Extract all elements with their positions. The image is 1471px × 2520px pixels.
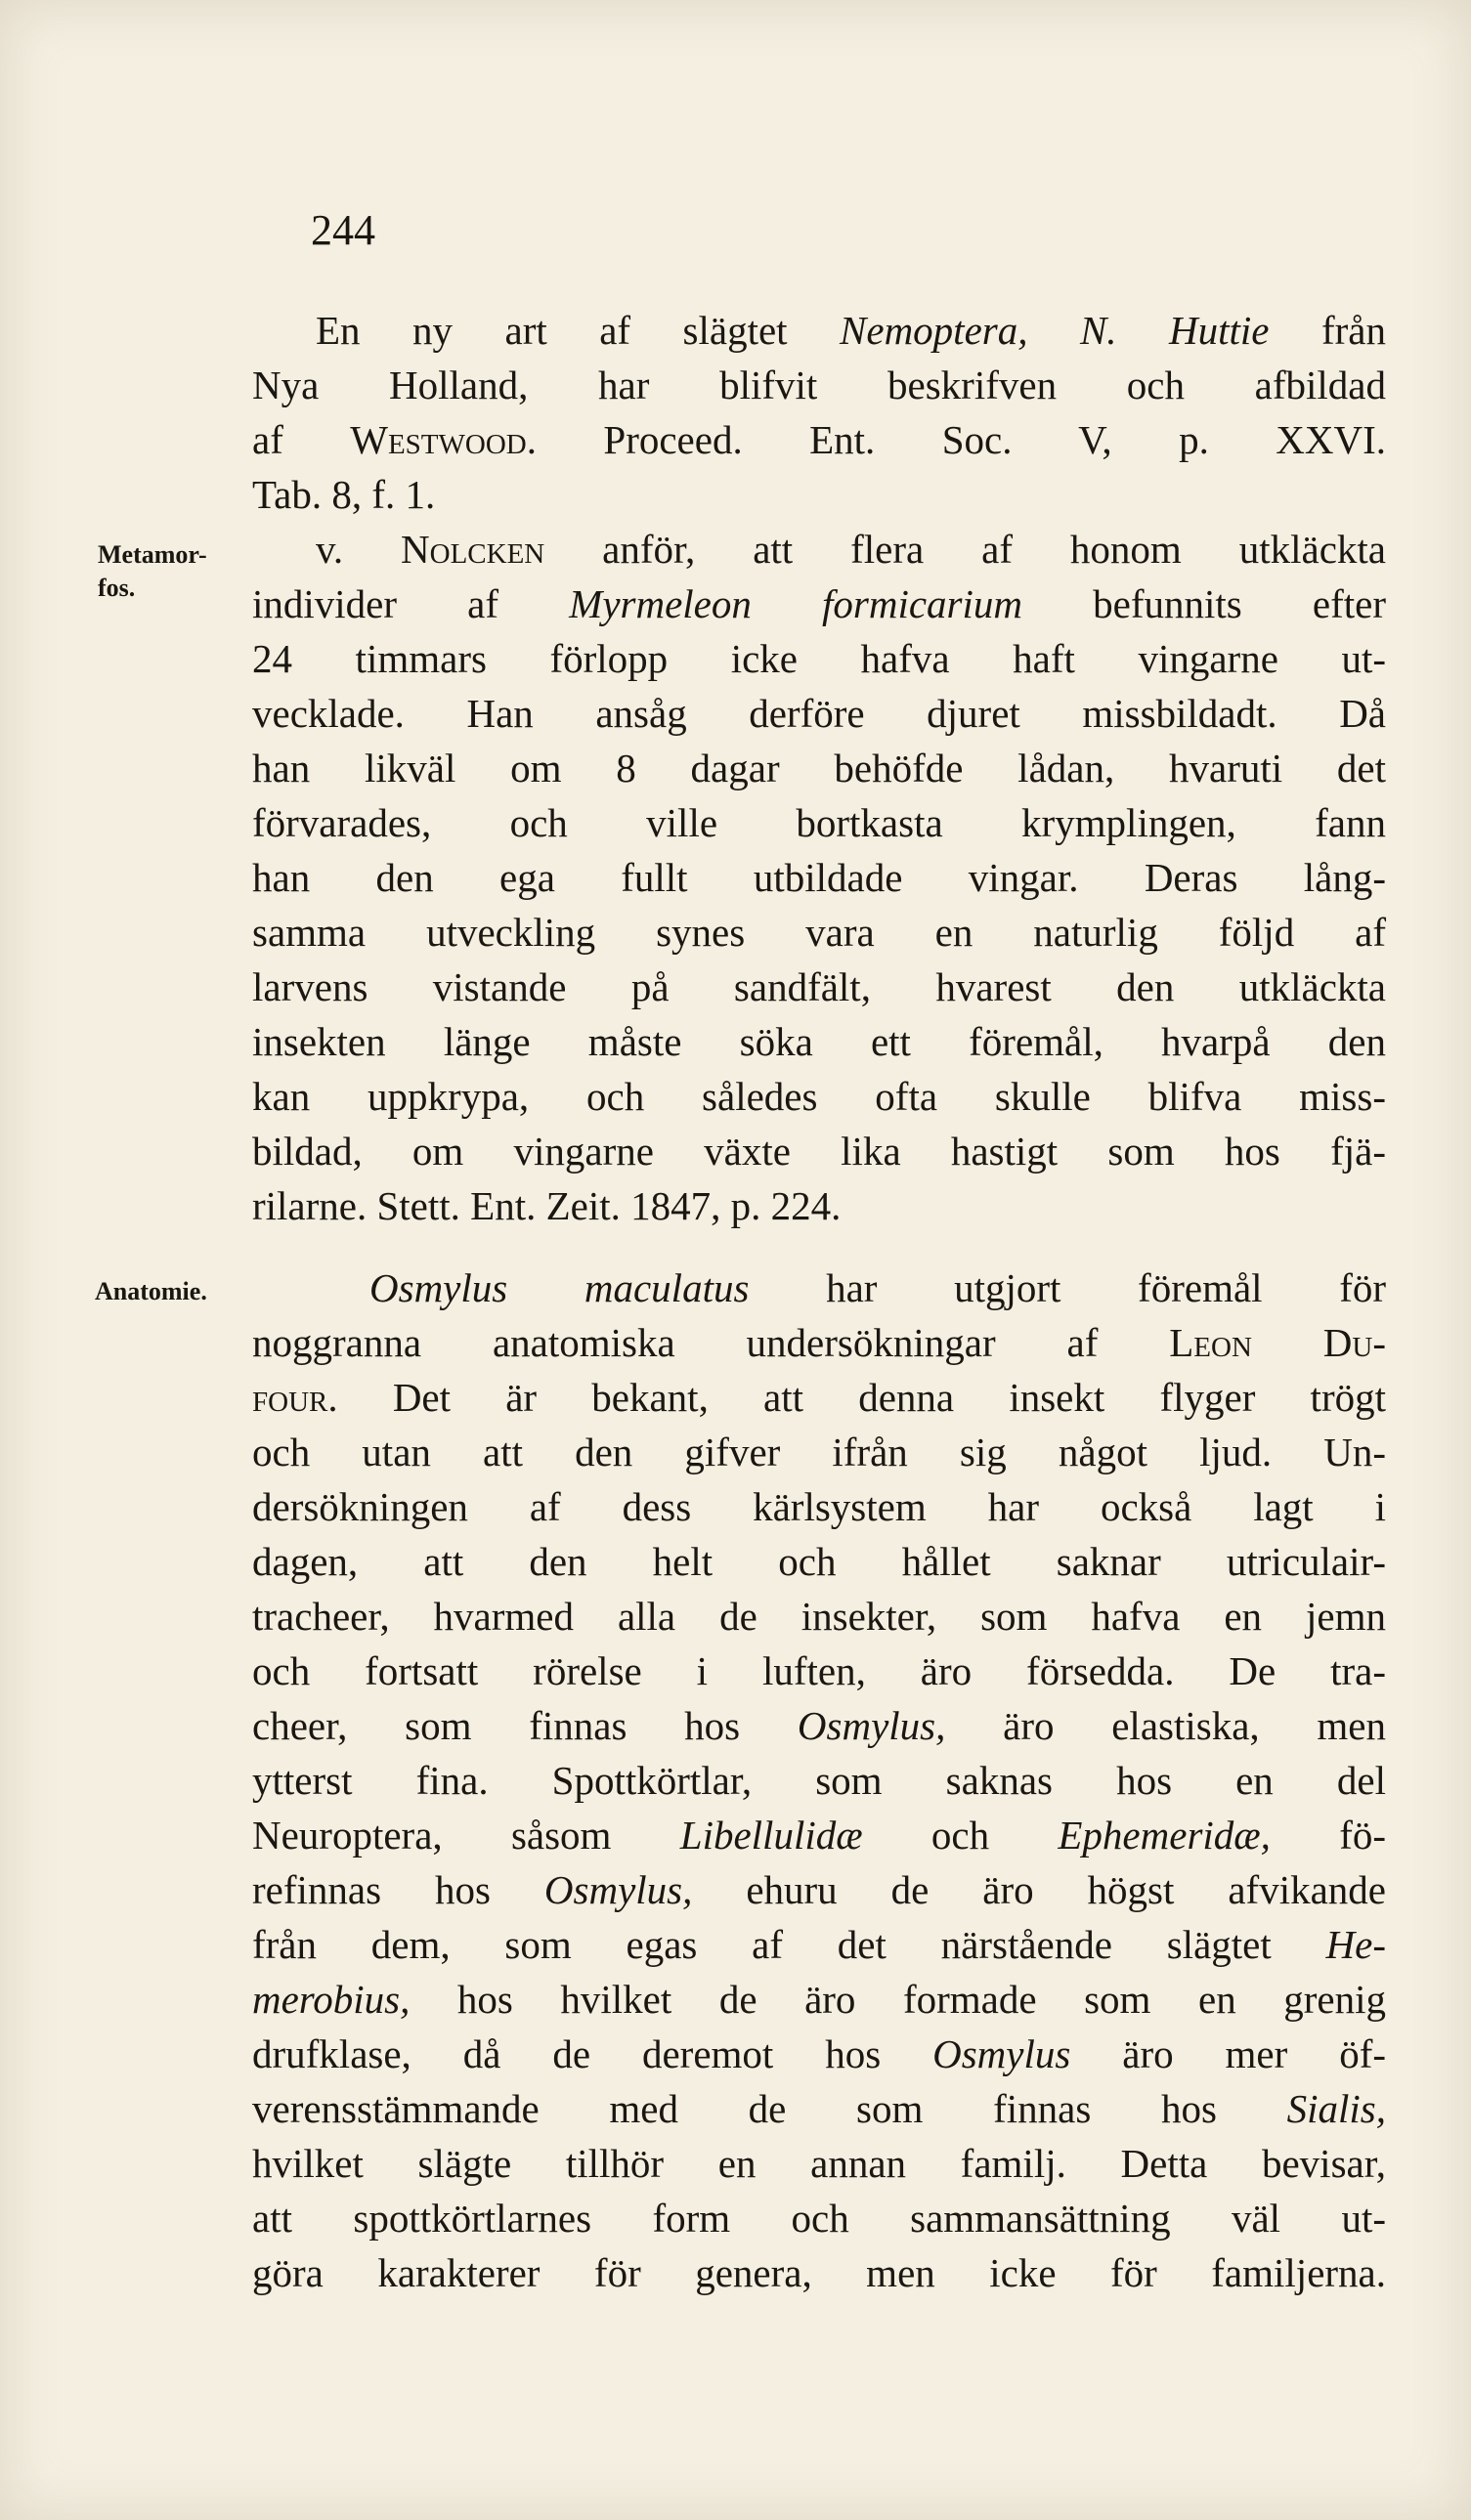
text-line: af Westwood. Proceed. Ent. Soc. V, p. XXVI. — [252, 417, 1386, 462]
text-line: samma utveckling synes vara en naturlig följd af — [252, 910, 1386, 955]
text-line: Nya Holland, har blifvit beskrifven och afbildad — [252, 363, 1386, 407]
page-number: 244 — [311, 206, 375, 254]
text-line: larvens vistande på sandfält, hvarest den utkläckta — [252, 964, 1386, 1009]
margin-note-metamorfos-line1: Metamor- — [98, 540, 207, 569]
text-line: dagen, att den helt och hållet saknar utriculair- — [252, 1539, 1386, 1584]
text-line: Tab. 8, f. 1. — [252, 472, 436, 517]
text-line: bildad, om vingarne växte lika hastigt som hos fjä- — [252, 1129, 1386, 1174]
text-line: drufklase, då de deremot hos Osmylus äro mer öf- — [252, 2031, 1386, 2076]
text-line: dersökningen af dess kärlsystem har också lagt i — [252, 1484, 1386, 1529]
text-line: refinnas hos Osmylus, ehuru de äro högst afvikande — [252, 1867, 1386, 1912]
text-line: att spottkörtlarnes form och sammansättning väl ut- — [252, 2196, 1386, 2241]
text-line: han likväl om 8 dagar behöfde lådan, hvaruti det — [252, 746, 1386, 790]
text-line: noggranna anatomiska undersökningar af Leon Du- — [252, 1320, 1386, 1365]
text-line: 24 timmars förlopp icke hafva haft vingarne ut- — [252, 636, 1386, 681]
text-line: four. Det är bekant, att denna insekt flyger trögt — [252, 1375, 1386, 1420]
text-line: v. Nolcken anför, att flera af honom utkläckta — [316, 527, 1386, 572]
text-line: Neuroptera, såsom Libellulidæ och Ephemeridæ, fö- — [252, 1813, 1387, 1858]
text-line: Osmylus maculatus har utgjort föremål för — [369, 1265, 1387, 1310]
text-line: och utan att den gifver ifrån sig något ljud. Un- — [252, 1430, 1386, 1474]
text-line: vecklade. Han ansåg derföre djuret missbildadt. Då — [252, 691, 1386, 736]
text-line: tracheer, hvarmed alla de insekter, som hafva en jemn — [252, 1594, 1386, 1639]
margin-note-anatomie: Anatomie. — [95, 1277, 207, 1305]
text-line: rilarne. Stett. Ent. Zeit. 1847, p. 224. — [252, 1183, 842, 1228]
text-line: från dem, som egas af det närstående slägtet He- — [252, 1922, 1386, 1967]
text-line: kan uppkrypa, och således ofta skulle blifva miss- — [252, 1074, 1386, 1119]
text-line: och fortsatt rörelse i luften, äro försedda. De tra- — [252, 1648, 1386, 1693]
text-line: han den ega fullt utbildade vingar. Deras lång- — [252, 855, 1386, 900]
text-line: förvarades, och ville bortkasta krymplingen, fann — [252, 800, 1386, 845]
text-line: göra karakterer för genera, men icke för familjerna. — [252, 2250, 1386, 2295]
text-line: merobius, hos hvilket de äro formade som en grenig — [252, 1977, 1386, 2022]
text-line: verensstämmande med de som finnas hos Sialis, — [252, 2086, 1386, 2131]
text-line: individer af Myrmeleon formicarium befunnits efter — [252, 581, 1387, 626]
text-line: cheer, som finnas hos Osmylus, äro elastiska, men — [252, 1703, 1386, 1748]
margin-note-metamorfos-line2: fos. — [98, 574, 136, 602]
text-line: insekten länge måste söka ett föremål, hvarpå den — [252, 1019, 1386, 1064]
text-line: ytterst fina. Spottkörtlar, som saknas hos en del — [252, 1758, 1386, 1803]
text-line: hvilket slägte tillhör en annan familj. Detta bevisar, — [252, 2141, 1386, 2186]
text-line: En ny art af slägtet Nemoptera, N. Huttie från — [316, 308, 1386, 353]
